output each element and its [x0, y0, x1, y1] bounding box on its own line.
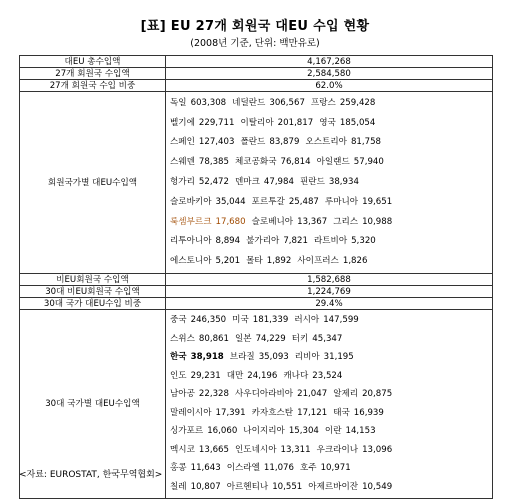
country-import-value: 19,651 — [362, 196, 393, 207]
country-import-value: 229,711 — [198, 117, 235, 128]
country-import-value: 10,551 — [272, 481, 303, 492]
country-name: 캐나다 — [283, 370, 309, 381]
country-import-value: 45,347 — [312, 333, 343, 344]
country-name: 알제리 — [333, 389, 359, 400]
country-line — [170, 251, 492, 271]
country-line — [170, 478, 492, 497]
source-note: <자료: EUROSTAT, 한국무역협회> — [19, 470, 163, 480]
country-import-value: 246,350 — [190, 315, 227, 326]
country-name: 말레이시아 — [170, 407, 212, 418]
table-row — [20, 298, 493, 310]
country-import-value: 15,304 — [288, 426, 319, 437]
country-import-value: 17,391 — [215, 407, 246, 418]
country-name: 나이지리아 — [243, 426, 285, 437]
eu-country-list-cell — [166, 92, 493, 274]
table-row — [20, 80, 493, 92]
country-line — [170, 152, 492, 172]
country-import-value: 13,367 — [297, 216, 328, 227]
country-name: 룩셈부르크 — [170, 216, 212, 227]
country-line — [170, 192, 492, 212]
country-name: 태국 — [333, 407, 350, 418]
country-import-value: 5,201 — [215, 256, 241, 267]
country-import-value: 185,054 — [339, 117, 376, 128]
country-line — [170, 459, 492, 478]
country-name: 중국 — [170, 315, 187, 326]
country-name: 영국 — [319, 117, 336, 128]
country-line — [170, 113, 492, 133]
country-name: 칠레 — [170, 481, 187, 492]
country-import-value: 181,339 — [252, 315, 289, 326]
table-row — [20, 274, 493, 286]
country-import-value: 20,875 — [362, 389, 393, 400]
country-import-value: 83,879 — [269, 137, 300, 148]
country-line — [170, 212, 492, 232]
country-name: 폴란드 — [240, 137, 266, 148]
top30-country-list — [166, 310, 492, 498]
top30-import-value: 1,224,769 — [166, 286, 493, 298]
country-line — [170, 172, 492, 192]
country-name: 프랑스 — [310, 97, 336, 108]
country-name: 스웨덴 — [170, 157, 195, 168]
top30-share-value: 29.4% — [166, 298, 493, 310]
country-line — [170, 367, 492, 386]
country-name: 우크라이나 — [316, 444, 359, 455]
top30-import-label: 30대 비EU회원국 수입액 — [20, 286, 166, 298]
country-import-value: 74,229 — [255, 333, 286, 344]
country-import-value: 10,549 — [362, 481, 393, 492]
country-name: 아제르바이잔 — [308, 481, 359, 492]
country-line — [170, 93, 492, 113]
country-name: 헝가리 — [170, 177, 195, 188]
country-name: 아르헨티나 — [226, 481, 269, 492]
country-name: 핀란드 — [299, 177, 325, 188]
country-name: 오스트리아 — [305, 137, 347, 148]
country-name: 터키 — [291, 333, 309, 344]
country-import-value: 35,093 — [258, 352, 289, 363]
country-name: 이탈리아 — [240, 117, 274, 128]
country-line — [170, 404, 492, 423]
country-name: 슬로바키아 — [170, 196, 212, 207]
country-import-value: 21,047 — [297, 389, 328, 400]
table-row — [20, 286, 493, 298]
country-name: 스위스 — [170, 333, 195, 344]
country-import-value: 38,934 — [328, 177, 359, 188]
country-import-value: 147,599 — [323, 315, 359, 326]
country-line — [170, 133, 492, 153]
country-name: 에스토니아 — [170, 256, 212, 267]
country-name: 라트비아 — [313, 236, 348, 247]
country-import-value: 31,195 — [323, 352, 354, 363]
country-line — [170, 441, 492, 460]
country-name: 네덜란드 — [232, 97, 266, 108]
import-table — [19, 55, 493, 499]
country-name: 카자흐스탄 — [251, 407, 294, 418]
country-import-value: 17,121 — [297, 407, 328, 418]
country-name: 슬로베니아 — [251, 216, 294, 227]
country-import-value: 14,153 — [345, 426, 376, 437]
country-import-value: 259,428 — [339, 97, 376, 108]
country-line — [170, 232, 492, 252]
country-name: 남아공 — [170, 389, 195, 400]
country-import-value: 13,096 — [362, 444, 393, 455]
eu-country-list — [166, 92, 492, 273]
country-line — [170, 348, 492, 367]
country-import-value: 16,060 — [207, 426, 238, 437]
country-import-value: 80,861 — [198, 333, 229, 344]
country-name: 덴마크 — [234, 177, 260, 188]
country-name: 아일랜드 — [316, 157, 350, 168]
country-import-value: 38,918 — [190, 352, 224, 363]
country-import-value: 52,472 — [198, 177, 229, 188]
country-import-value: 16,939 — [353, 407, 384, 418]
country-import-value: 23,524 — [312, 370, 343, 381]
country-name: 미국 — [232, 315, 249, 326]
country-name: 한국 — [170, 352, 187, 363]
country-name: 인도네시아 — [234, 444, 277, 455]
country-import-value: 29,231 — [190, 370, 221, 381]
country-name: 사우디아라비아 — [234, 389, 294, 400]
country-import-value: 25,487 — [288, 196, 319, 207]
table-title: [표] EU 27개 회원국 대EU 수입 현황 — [140, 19, 370, 34]
country-line — [170, 385, 492, 404]
country-name: 인도 — [170, 370, 187, 381]
country-import-value: 8,894 — [215, 236, 241, 247]
country-name: 사이프러스 — [297, 256, 339, 267]
country-line — [170, 422, 492, 441]
table-row — [20, 56, 493, 68]
top30-country-list-cell — [166, 310, 493, 499]
country-import-value: 10,988 — [362, 216, 393, 227]
country-name: 그리스 — [333, 216, 359, 227]
country-import-value: 7,821 — [283, 236, 308, 247]
country-import-value: 13,665 — [198, 444, 229, 455]
country-name: 이스라엘 — [226, 463, 260, 474]
country-name: 호주 — [299, 463, 317, 474]
country-import-value: 10,971 — [320, 463, 351, 474]
country-name: 스페인 — [170, 137, 195, 148]
table-subtitle: (2008년 기준, 단위: 백만유로) — [190, 38, 320, 49]
country-name: 포르투갈 — [251, 196, 285, 207]
member-share-value: 62.0% — [166, 80, 493, 92]
country-name: 몰타 — [246, 256, 263, 267]
total-import-value: 4,167,268 — [166, 56, 493, 68]
table-row — [20, 68, 493, 80]
country-import-value: 76,814 — [280, 157, 311, 168]
country-import-value: 81,758 — [350, 137, 382, 148]
country-import-value: 35,044 — [215, 196, 246, 207]
country-name: 불가리아 — [246, 236, 280, 247]
country-name: 일본 — [234, 333, 252, 344]
member-import-value: 2,584,580 — [166, 68, 493, 80]
non-member-import-label: 비EU회원국 수입액 — [20, 274, 166, 286]
country-line — [170, 330, 492, 349]
member-import-label: 27개 회원국 수입액 — [20, 68, 166, 80]
country-name: 브라질 — [229, 352, 255, 363]
country-import-value: 11,643 — [190, 463, 221, 474]
country-name: 리비아 — [294, 352, 320, 363]
country-import-value: 1,892 — [266, 256, 292, 267]
country-import-value: 13,311 — [280, 444, 311, 455]
country-name: 벨기에 — [170, 117, 195, 128]
country-name: 리투아니아 — [170, 236, 212, 247]
country-import-value: 10,807 — [190, 481, 221, 492]
country-import-value: 127,403 — [198, 137, 235, 148]
country-import-value: 17,680 — [215, 216, 246, 227]
country-line — [170, 311, 492, 330]
country-name: 체코공화국 — [234, 157, 277, 168]
country-name: 싱가포르 — [170, 426, 204, 437]
country-import-value: 11,076 — [263, 463, 294, 474]
country-name: 대만 — [226, 370, 244, 381]
country-import-value: 78,385 — [198, 157, 229, 168]
country-import-value: 603,308 — [190, 97, 227, 108]
country-import-value: 201,817 — [277, 117, 314, 128]
country-name: 멕시코 — [170, 444, 195, 455]
country-import-value: 1,826 — [342, 256, 368, 267]
country-import-value: 5,320 — [351, 236, 376, 247]
country-name: 독일 — [170, 97, 187, 108]
country-import-value: 47,984 — [263, 177, 294, 188]
country-name: 루마니아 — [324, 196, 359, 207]
top30-share-label: 30대 국가 대EU수입 비중 — [20, 298, 166, 310]
member-share-label: 27개 회원국 수입 비중 — [20, 80, 166, 92]
table-row — [20, 92, 493, 274]
total-import-label: 대EU 총수입액 — [20, 56, 166, 68]
country-import-value: 306,567 — [269, 97, 305, 108]
non-member-import-value: 1,582,688 — [166, 274, 493, 286]
country-import-value: 57,940 — [353, 157, 384, 168]
country-name: 홍콩 — [170, 463, 187, 474]
member-by-country-label: 회원국가별 대EU수입액 — [20, 92, 166, 274]
country-import-value: 22,328 — [198, 389, 229, 400]
top30-by-country-label: 30대 국가별 대EU수입액 — [20, 310, 166, 499]
country-name: 러시아 — [294, 315, 320, 326]
country-name: 이란 — [324, 426, 342, 437]
country-import-value: 24,196 — [247, 370, 278, 381]
